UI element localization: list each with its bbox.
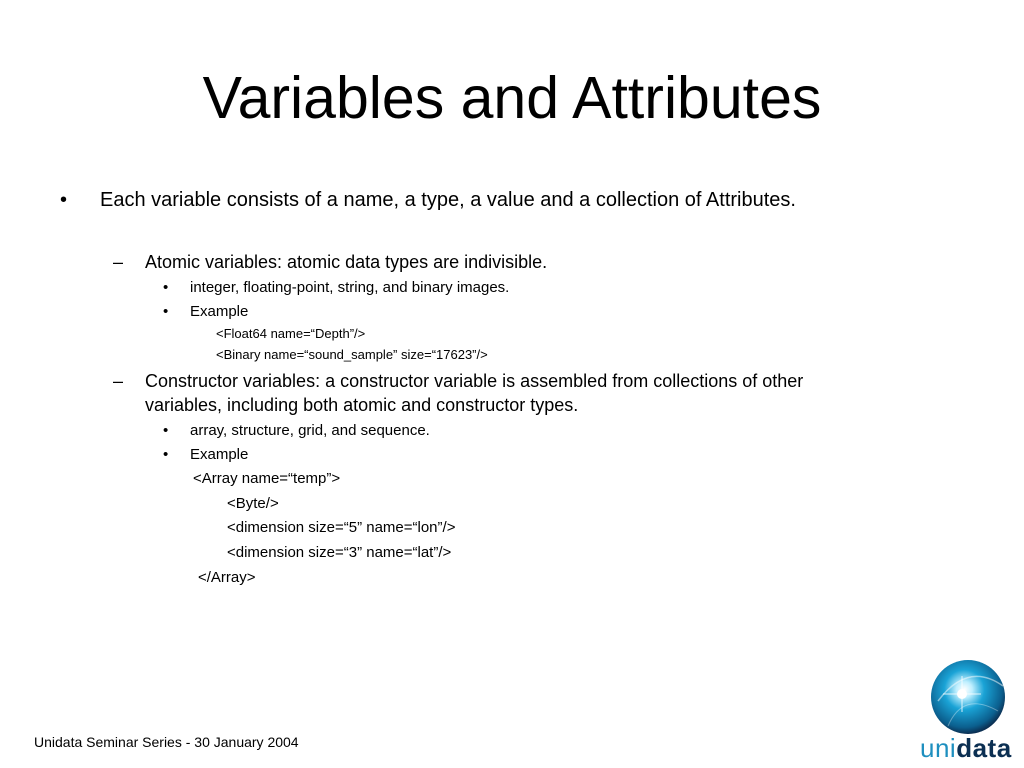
code-line: <Array name=“temp”>	[193, 470, 341, 487]
unidata-wordmark	[920, 733, 1012, 763]
sub-bullet-marker: •	[163, 279, 169, 296]
code-line: <Float64 name=“Depth”/>	[216, 326, 366, 341]
sub-bullet-marker: •	[163, 303, 169, 320]
footer-text: Unidata Seminar Series - 30 January 2004	[34, 734, 299, 750]
sub-bullet-marker: •	[163, 422, 169, 439]
dash-marker: –	[113, 371, 124, 391]
wordmark-uni: uni	[920, 733, 957, 763]
sub-bullet-text: integer, floating-point, string, and binary images.	[190, 279, 510, 296]
sub-bullet-text: Example	[190, 446, 249, 463]
code-line: <Byte/>	[227, 495, 279, 512]
wordmark-data: data	[956, 733, 1012, 763]
code-line: <dimension size=“3” name=“lat”/>	[227, 544, 452, 561]
code-line: </Array>	[198, 569, 256, 586]
atomic-heading: Atomic variables: atomic data types are indivisible.	[145, 252, 548, 272]
bullet-marker: •	[60, 189, 68, 211]
code-line: <Binary name=“sound_sample” size=“17623”/>	[216, 347, 488, 362]
dash-marker: –	[113, 252, 124, 272]
sub-bullet-marker: •	[163, 446, 169, 463]
constructor-heading-line1: Constructor variables: a constructor variable is assembled from collections of other	[145, 371, 804, 391]
sub-bullet-text: array, structure, grid, and sequence.	[190, 422, 430, 439]
code-line: <dimension size=“5” name=“lon”/>	[227, 519, 456, 536]
constructor-heading-line2: variables, including both atomic and constructor types.	[145, 395, 579, 415]
sub-bullet-text: Example	[190, 303, 249, 320]
bullet-text: Each variable consists of a name, a type, a value and a collection of Attributes.	[100, 189, 796, 211]
slide-title: Variables and Attributes	[202, 65, 822, 131]
